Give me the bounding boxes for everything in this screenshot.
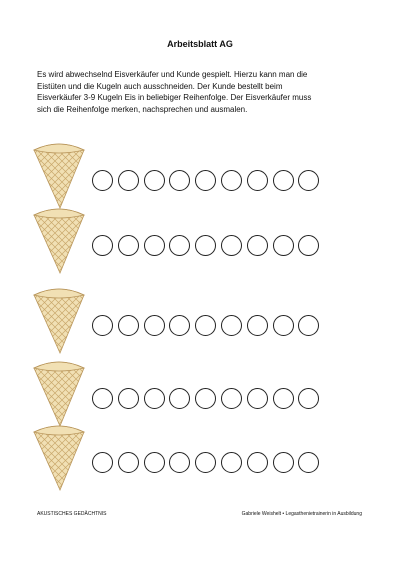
scoop-circle[interactable] [298, 170, 319, 191]
scoop-circle[interactable] [144, 235, 165, 256]
scoop-circle[interactable] [92, 235, 113, 256]
exercise-row [0, 422, 400, 502]
scoop-circle[interactable] [247, 452, 268, 473]
scoop-circle[interactable] [221, 170, 242, 191]
scoop-circle[interactable] [221, 388, 242, 409]
scoop-circle[interactable] [92, 315, 113, 336]
scoop-circle[interactable] [169, 388, 190, 409]
scoop-circle[interactable] [247, 170, 268, 191]
ice-cream-cone-icon [30, 285, 88, 355]
scoop-circle[interactable] [195, 452, 216, 473]
scoop-circle[interactable] [273, 235, 294, 256]
scoop-circle[interactable] [247, 315, 268, 336]
scoop-circle[interactable] [273, 315, 294, 336]
scoop-circle[interactable] [92, 170, 113, 191]
scoop-circle[interactable] [92, 452, 113, 473]
exercise-row [0, 285, 400, 365]
scoop-circles [92, 452, 324, 473]
scoop-circle[interactable] [169, 452, 190, 473]
ice-cream-cone-icon [30, 358, 88, 428]
scoop-circle[interactable] [169, 170, 190, 191]
ice-cream-cone-icon [30, 205, 88, 275]
scoop-circle[interactable] [169, 315, 190, 336]
scoop-circle[interactable] [118, 170, 139, 191]
scoop-circle[interactable] [195, 315, 216, 336]
scoop-circle[interactable] [221, 315, 242, 336]
scoop-circle[interactable] [221, 235, 242, 256]
scoop-circle[interactable] [118, 452, 139, 473]
scoop-circle[interactable] [221, 452, 242, 473]
exercise-row [0, 205, 400, 285]
scoop-circle[interactable] [169, 235, 190, 256]
scoop-circles [92, 315, 324, 336]
scoop-circle[interactable] [118, 315, 139, 336]
scoop-circle[interactable] [92, 388, 113, 409]
instructions-line: sich die Reihenfolge merken, nachsprechen und ausmalen. [37, 104, 248, 114]
scoop-circle[interactable] [247, 235, 268, 256]
scoop-circles [92, 235, 324, 256]
scoop-circle[interactable] [298, 388, 319, 409]
scoop-circle[interactable] [118, 235, 139, 256]
scoop-circle[interactable] [247, 388, 268, 409]
scoop-circle[interactable] [273, 388, 294, 409]
scoop-circle[interactable] [298, 315, 319, 336]
scoop-circle[interactable] [298, 235, 319, 256]
instructions-line: Eisverkäufer 3-9 Kugeln Eis in beliebiger Reihenfolge. Der Eisverkäufer muss [37, 93, 312, 102]
scoop-circle[interactable] [144, 388, 165, 409]
scoop-circle[interactable] [195, 235, 216, 256]
scoop-circle[interactable] [118, 388, 139, 409]
scoop-circle[interactable] [298, 452, 319, 473]
scoop-circle[interactable] [144, 452, 165, 473]
scoop-circle[interactable] [144, 170, 165, 191]
scoop-circle[interactable] [273, 452, 294, 473]
footer-topic: AKUSTISCHES GEDÄCHTNIS [37, 511, 107, 517]
footer-author: Gabriele Weishelt • Legasthenietrainerin in Ausbildung [241, 511, 362, 517]
scoop-circle[interactable] [144, 315, 165, 336]
instructions-line: Eistüten und die Kugeln auch ausschneiden. Der Kunde bestellt beim [37, 81, 283, 91]
scoop-circle[interactable] [273, 170, 294, 191]
worksheet-title: Arbeitsblatt AG [167, 39, 233, 49]
scoop-circle[interactable] [195, 170, 216, 191]
instructions-paragraph [37, 69, 367, 115]
ice-cream-cone-icon [30, 422, 88, 492]
instructions-line: Es wird abwechselnd Eisverkäufer und Kunde gespielt. Hierzu kann man die [37, 70, 308, 79]
scoop-circles [92, 170, 324, 191]
scoop-circle[interactable] [195, 388, 216, 409]
scoop-circles [92, 388, 324, 409]
ice-cream-cone-icon [30, 140, 88, 210]
